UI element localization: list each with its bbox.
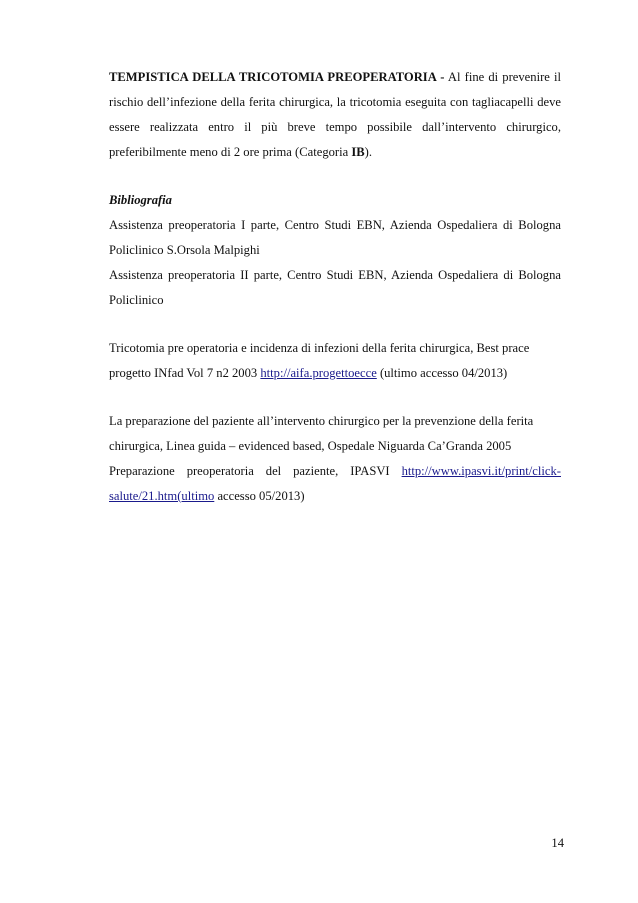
section-paragraph-line1 <box>109 65 561 90</box>
bib-entry-2-line-1: Assistenza preoperatoria II parte, Centro Studi EBN, Azienda Ospedaliera di Bologna <box>109 268 561 282</box>
section-paragraph-line4 <box>109 140 561 165</box>
bib-entry-5-line-1 <box>109 459 561 484</box>
section-text-pre: preferibilmente meno di 2 ore prima (Categoria <box>109 145 352 159</box>
bib-entry-5-access: accesso 05/2013) <box>214 489 305 503</box>
category-label: IB <box>351 145 365 159</box>
section-paragraph-line3: essere realizzata entro il più breve tempo possibile dall’intervento chirurgico, <box>109 120 561 134</box>
ipasvi-link-continued[interactable]: salute/21.htm(ultimo <box>109 489 215 503</box>
spacer <box>109 386 561 409</box>
bib-entry-5-text: Preparazione preoperatoria del paziente, IPASVI <box>109 464 390 478</box>
section-text: Al fine di prevenire il <box>444 70 561 84</box>
spacer <box>109 313 561 336</box>
bib-entry-4-line-1: La preparazione del paziente all’intervento chirurgico per la prevenzione della ferita <box>109 414 534 428</box>
page-content <box>109 65 561 509</box>
bib-entry-3-line-2 <box>109 361 561 386</box>
bib-entry-1-line-2: Policlinico S.Orsola Malpighi <box>109 243 260 257</box>
ipasvi-link[interactable]: http://www.ipasvi.it/print/click- <box>401 464 561 478</box>
page-number: 14 <box>551 836 564 850</box>
section-paragraph-line2: rischio dell’infezione della ferita chirurgica, la tricotomia eseguita con tagliacapelli deve <box>109 95 561 109</box>
bib-entry-3-access: (ultimo accesso 04/2013) <box>376 366 508 380</box>
bibliography-title: Bibliografia <box>109 193 172 207</box>
bib-entry-5-line-2 <box>109 484 561 509</box>
aifa-link[interactable]: http://aifa.progettoecce <box>260 366 377 380</box>
spacer <box>109 165 561 188</box>
bib-entry-4-line-2: chirurgica, Linea guida – evidenced based, Ospedale Niguarda Ca’Granda 2005 <box>109 439 512 453</box>
bib-entry-2-line-2: Policlinico <box>109 293 164 307</box>
bib-entry-3-text: progetto INfad Vol 7 n2 2003 <box>109 366 261 380</box>
bib-entry-3-line-1: Tricotomia pre operatoria e incidenza di infezioni della ferita chirurgica, Best prace <box>109 341 530 355</box>
section-heading: TEMPISTICA DELLA TRICOTOMIA PREOPERATORIA - <box>109 70 445 84</box>
section-text-post: ). <box>364 145 372 159</box>
bib-entry-1-line-1: Assistenza preoperatoria I parte, Centro Studi EBN, Azienda Ospedaliera di Bologna <box>109 218 561 232</box>
